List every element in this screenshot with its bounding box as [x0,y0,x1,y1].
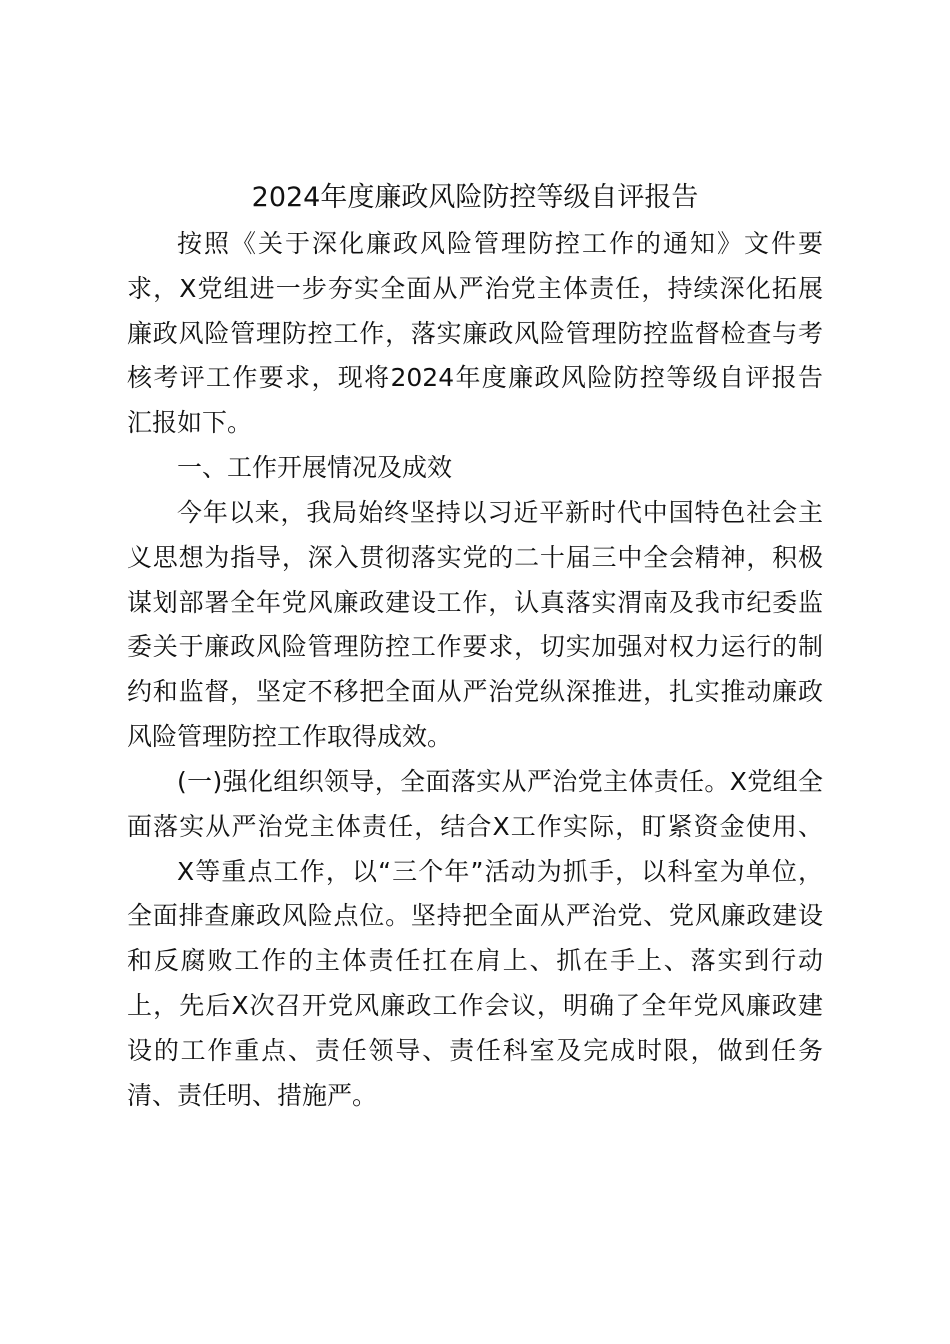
document-title: 2024年度廉政风险防控等级自评报告 [251,182,699,213]
text-line: 风险管理防控工作取得成效。 [127,721,453,751]
text-line: 汇报如下。 [127,408,253,438]
text-line: 上，先后X次召开党风廉政工作会议，明确了全年党风廉政建 [127,990,823,1020]
heading-text: 一、工作开展情况及成效 [177,453,453,482]
text-line: 谋划部署全年党风廉政建设工作，认真落实渭南及我市纪委监 [127,587,823,617]
paragraph-intro [127,222,823,446]
text-line: (一)强化组织领导，全面落实从严治党主体责任。X党组全 [177,767,823,796]
text-line: X等重点工作，以“三个年”活动为抓手，以科室为单位， [177,856,823,886]
paragraph-organization [127,760,823,1118]
text-line: 设的工作重点、责任领导、责任科室及完成时限，做到任务 [127,1035,823,1065]
text-line: 今年以来，我局始终坚持以习近平新时代中国特色社会主 [177,498,823,527]
text-line: 面落实从严治党主体责任，结合X工作实际，盯紧资金使用、 [127,811,823,841]
paragraph-overview [127,491,823,760]
text-line: 求，X党组进一步夯实全面从严治党主体责任，持续深化拓展 [127,273,823,303]
text-line: 约和监督，坚定不移把全面从严治党纵深推进，扎实推动廉政 [127,677,823,707]
text-line: 义思想为指导，深入贯彻落实党的二十届三中全会精神，积极 [127,542,823,572]
text-line: 全面排查廉政风险点位。坚持把全面从严治党、党风廉政建设 [127,901,823,931]
text-line: 廉政风险管理防控工作，落实廉政风险管理防控监督检查与考 [127,318,823,348]
text-line: 清、责任明、措施严。 [127,1080,378,1110]
text-line: 和反腐败工作的主体责任扛在肩上、抓在手上、落实到行动 [127,946,823,976]
text-line: 核考评工作要求，现将2024年度廉政风险防控等级自评报告 [127,363,823,393]
text-line: 按照《关于深化廉政风险管理防控工作的通知》文件要 [177,229,823,258]
text-line: 委关于廉政风险管理防控工作要求，切实加强对权力运行的制 [127,632,823,662]
section-heading [127,446,823,491]
